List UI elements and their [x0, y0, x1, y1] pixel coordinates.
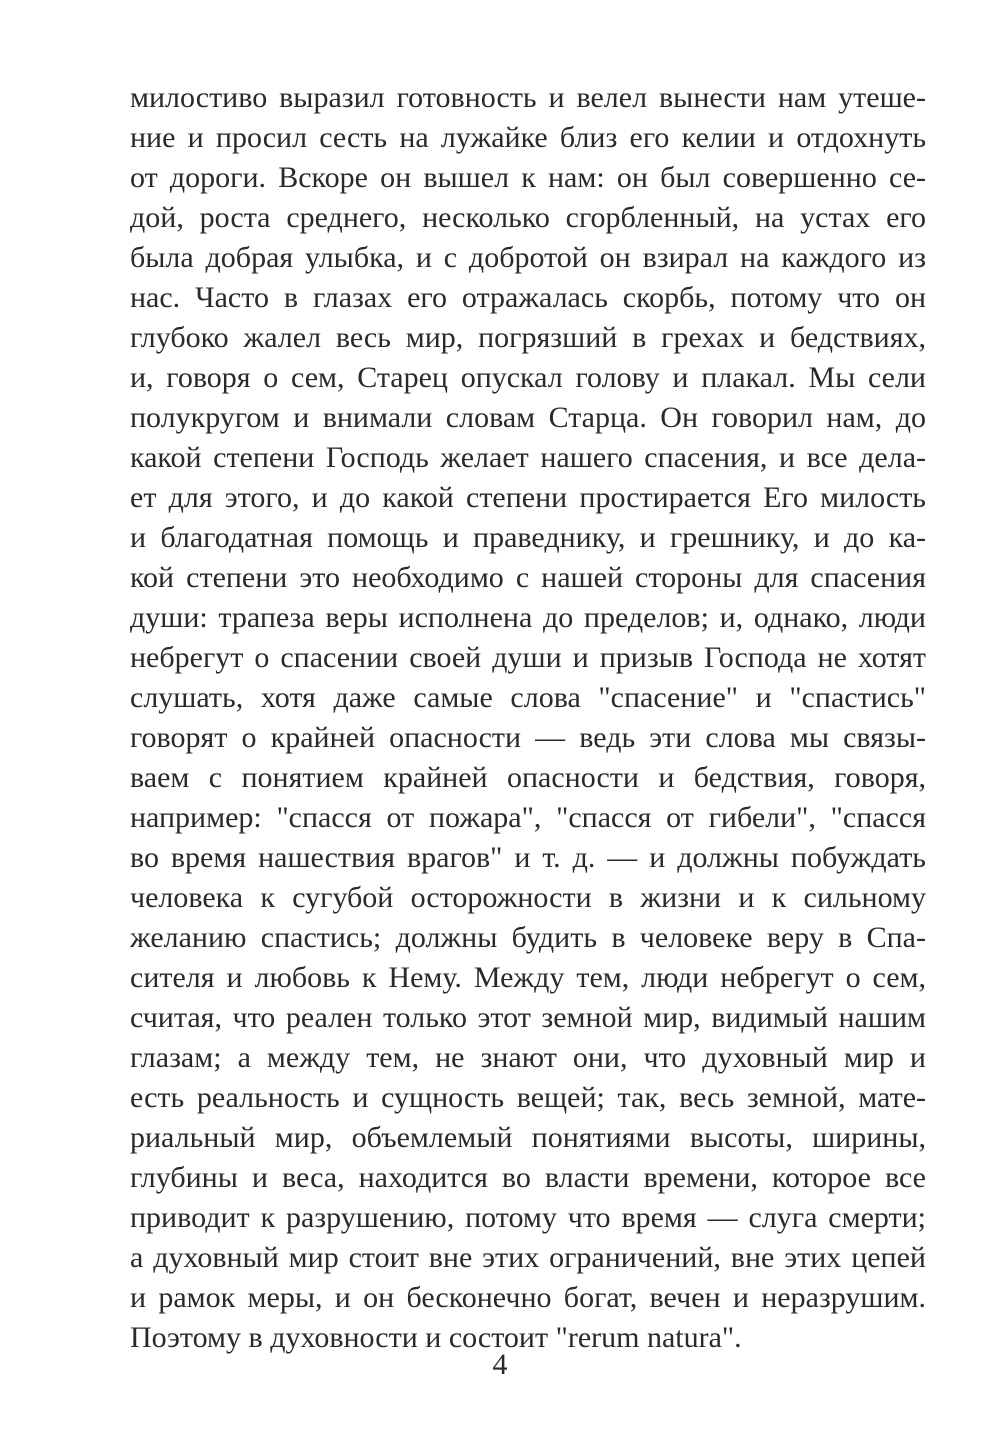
text-line: дой, роста среднего, несколько сгорбленный, на устах его	[130, 201, 926, 234]
text-line: например: "спасся от пожара", "спасся от гибели", "спасся	[130, 801, 926, 834]
text-line: человека к сугубой осторожности в жизни и к сильному	[130, 881, 926, 914]
text-line: небрегут о спасении своей души и призыв Господа не хотят	[130, 641, 926, 674]
text-line: глубоко жалел весь мир, погрязший в грехах и бедствиях,	[130, 321, 926, 354]
text-line: души: трапеза веры исполнена до пределов; и, однако, люди	[130, 601, 926, 634]
text-line: риальный мир, объемлемый понятиями высоты, ширины,	[130, 1121, 926, 1154]
text-line: глубины и веса, находится во власти времени, которое все	[130, 1161, 926, 1194]
text-line: ет для этого, и до какой степени простирается Его милость	[130, 481, 926, 514]
text-line: слушать, хотя даже самые слова "спасение" и "спастись"	[130, 681, 926, 714]
text-line: и благодатная помощь и праведнику, и грешнику, и до ка-	[130, 521, 926, 554]
text-line: и рамок меры, и он бесконечно богат, вечен и неразрушим.	[130, 1281, 926, 1314]
text-line-last: Поэтому в духовности и состоит "rerum natura".	[130, 1321, 742, 1354]
text-line: а духовный мир стоит вне этих ограничений, вне этих цепей	[130, 1241, 926, 1274]
text-line: желанию спастись; должны будить в человеке веру в Спа-	[130, 921, 926, 954]
text-line: сителя и любовь к Нему. Между тем, люди небрегут о сем,	[130, 961, 926, 994]
text-line: ние и просил сесть на лужайке близ его келии и отдохнуть	[130, 121, 926, 154]
page-number: 4	[492, 1348, 508, 1381]
body-text	[130, 78, 926, 1358]
text-line: нас. Часто в глазах его отражалась скорбь, потому что он	[130, 281, 926, 314]
text-line: во время нашествия врагов" и т. д. — и должны побуждать	[130, 841, 926, 874]
text-line: какой степени Господь желает нашего спасения, и все дела-	[130, 441, 926, 474]
text-line: милостиво выразил готовность и велел вынести нам утеше-	[130, 81, 926, 114]
text-line: от дороги. Вскоре он вышел к нам: он был совершенно се-	[130, 161, 926, 194]
text-line: есть реальность и сущность вещей; так, весь земной, мате-	[130, 1081, 926, 1114]
text-line: приводит к разрушению, потому что время — слуга смерти;	[130, 1201, 926, 1234]
text-line: и, говоря о сем, Старец опускал голову и плакал. Мы сели	[130, 361, 926, 394]
text-line: ваем с понятием крайней опасности и бедствия, говоря,	[130, 761, 926, 794]
text-line: глазам; а между тем, не знают они, что духовный мир и	[130, 1041, 926, 1074]
text-line: говорят о крайней опасности — ведь эти слова мы связы-	[130, 721, 926, 754]
text-line: кой степени это необходимо с нашей стороны для спасения	[130, 561, 926, 594]
text-line: полукругом и внимали словам Старца. Он говорил нам, до	[130, 401, 926, 434]
text-line: была добрая улыбка, и с добротой он взирал на каждого из	[130, 241, 926, 274]
text-line: считая, что реален только этот земной мир, видимый нашим	[130, 1001, 926, 1034]
